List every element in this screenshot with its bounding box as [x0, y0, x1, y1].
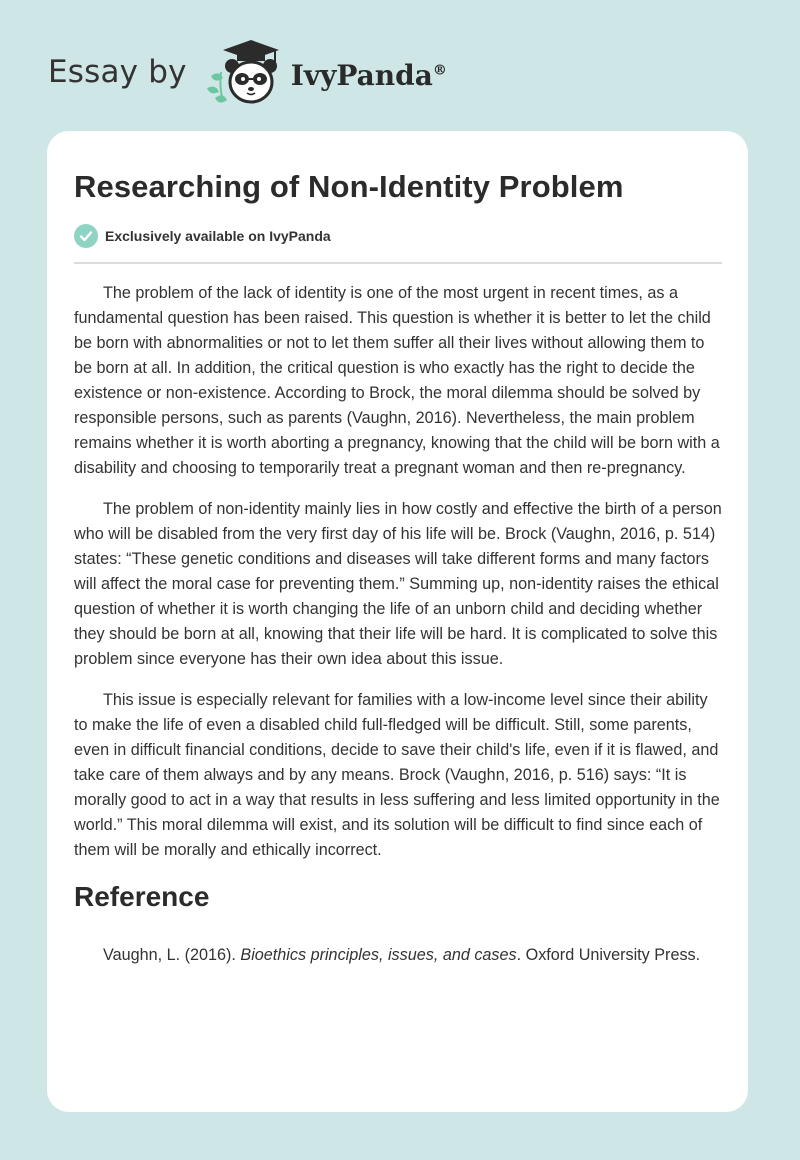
- essay-by-label: Essay by: [48, 54, 187, 90]
- brand-name-text: IvyPanda: [290, 58, 433, 92]
- check-circle-icon: [74, 224, 98, 248]
- paragraph-3: This issue is especially relevant for families with a low-income level since their ability to make the life of even a disabled child full-fledged will be difficult. Still, some parents, even in difficult financial conditions, decide to save their child's life, even if it is flawed, and take care of them always and by any means. Brock (Vaughn, 2016, p. 516) says: “It is morally good to act in a way that results in less suffering and less limited opportunity in the world.” This moral dilemma will exist, and its solution will be difficult to find since each of them will be morally and ethically incorrect.: [74, 691, 720, 859]
- ivy-leaf-icon: [207, 72, 227, 103]
- badge-text: Exclusively available on IvyPanda: [105, 228, 331, 244]
- reference-prefix: Vaughn, L. (2016).: [103, 946, 241, 964]
- divider: [74, 262, 722, 264]
- reference-title: Bioethics principles, issues, and cases: [240, 946, 517, 964]
- paragraph-1: The problem of the lack of identity is one of the most urgent in recent times, as a fundamental question has been raised. This question is whether it is better to let the child be born with abnormalities or not to let them suffer all their lives without allowing them to be born at all. In addition, the critical question is who exactly has the right to decide the existence or non-existence. According to Brock, the moral dilemma should be solved by responsible persons, such as parents (Vaughn, 2016). Nevertheless, the main problem remains whether it is worth aborting a pregnancy, knowing that the child will be born with a disability and choosing to temporarily treat a pregnant woman and then re-pregnancy.: [74, 284, 720, 477]
- essay-body: [74, 281, 722, 863]
- panda-graduate-logo-icon: [201, 36, 287, 108]
- paragraph-2: The problem of non-identity mainly lies in how costly and effective the birth of a person who will be disabled from the very first day of his life will be. Brock (Vaughn, 2016, p. 514) states: “These genetic conditions and diseases will take different forms and many factors will affect the moral case for preventing them.” Summing up, non-identity raises the ethical question of whether it is worth changing the life of an unborn child and deciding whether they should be born at all, knowing that their life will be hard. It is complicated to solve this problem since everyone has their own idea about this issue.: [74, 500, 722, 668]
- site-header: [48, 36, 447, 108]
- reference-heading: Reference: [74, 881, 210, 912]
- brand-name: [291, 59, 447, 92]
- page-title: Researching of Non-Identity Problem: [74, 169, 624, 204]
- registered-mark: ®: [432, 62, 447, 79]
- reference-entry: [74, 943, 722, 968]
- exclusive-badge: [74, 224, 722, 248]
- essay-card: [47, 131, 748, 1112]
- reference-suffix: . Oxford University Press.: [516, 946, 701, 964]
